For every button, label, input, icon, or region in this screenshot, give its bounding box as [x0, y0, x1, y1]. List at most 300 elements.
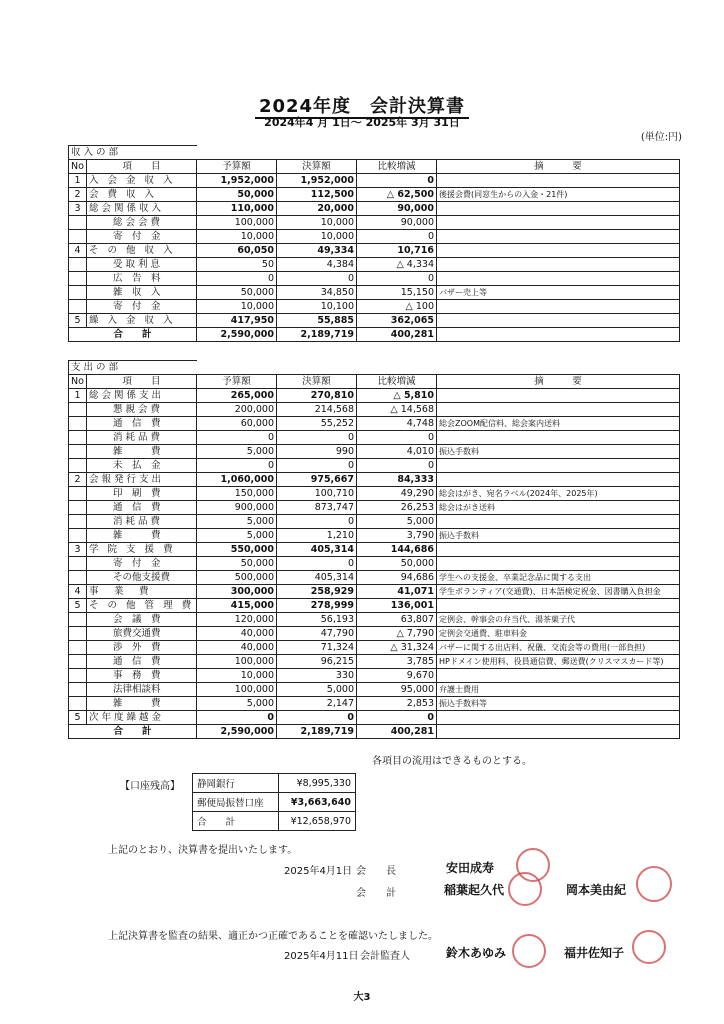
row-note: 後援会費(同窓生からの入金・21件) [437, 188, 680, 202]
row-number: 5 [69, 711, 87, 725]
row-diff: 90,000 [357, 202, 437, 216]
row-diff: △ 31,324 [357, 641, 437, 655]
accountant-signature-2: 岡本美由紀 [566, 883, 627, 897]
table-row [69, 459, 680, 473]
submit-date: 2025年4月1日 [284, 866, 353, 877]
auditor-role: 会計監査人 [360, 951, 410, 962]
row-actual: 330 [277, 669, 357, 683]
row-note [437, 389, 680, 403]
row-number: 1 [69, 389, 87, 403]
table-row [69, 557, 680, 571]
row-item: 通 信 費 [87, 417, 197, 431]
auditor-seal-1-icon [512, 934, 546, 968]
row-diff: 0 [357, 431, 437, 445]
row-number: 3 [69, 543, 87, 557]
row-number [69, 501, 87, 515]
row-diff: 95,000 [357, 683, 437, 697]
bank-row [193, 793, 356, 812]
income-header-row [69, 160, 680, 174]
row-number [69, 655, 87, 669]
col-item-header: 項 目 [87, 375, 197, 389]
row-diff: △ 7,790 [357, 627, 437, 641]
row-note [437, 403, 680, 417]
bank-row [193, 774, 356, 793]
row-diff: 84,333 [357, 473, 437, 487]
row-actual: 0 [277, 515, 357, 529]
row-note: 総会はがき送料 [437, 501, 680, 515]
row-budget: 50,000 [197, 188, 277, 202]
expense-table [68, 360, 680, 739]
row-note: バザー売上等 [437, 286, 680, 300]
row-note [437, 300, 680, 314]
row-budget: 1,952,000 [197, 174, 277, 188]
table-row [69, 188, 680, 202]
row-budget: 300,000 [197, 585, 277, 599]
table-row [69, 272, 680, 286]
table-row [69, 669, 680, 683]
row-budget: 5,000 [197, 445, 277, 459]
total-actual: 2,189,719 [277, 725, 357, 739]
row-actual: 100,710 [277, 487, 357, 501]
row-note [437, 459, 680, 473]
row-budget: 0 [197, 272, 277, 286]
row-budget: 60,000 [197, 417, 277, 431]
row-note [437, 599, 680, 613]
row-budget: 50,000 [197, 557, 277, 571]
total-row [69, 725, 680, 739]
row-actual: 55,885 [277, 314, 357, 328]
row-actual: 0 [277, 557, 357, 571]
auditor-signature-1: 鈴木あゆみ [446, 946, 507, 960]
total-note [437, 328, 680, 342]
table-row [69, 431, 680, 445]
row-item: 懇 親 会 費 [87, 403, 197, 417]
row-actual: 975,667 [277, 473, 357, 487]
row-item: 雑 費 [87, 445, 197, 459]
row-budget: 50,000 [197, 286, 277, 300]
total-budget: 2,590,000 [197, 725, 277, 739]
table-row [69, 683, 680, 697]
row-budget: 10,000 [197, 669, 277, 683]
row-actual: 990 [277, 445, 357, 459]
expense-section-label: 支 出 の 部 [69, 361, 197, 375]
page-number: 大3 [353, 992, 371, 1003]
row-note: HPドメイン使用料、役員通信費、郵送費(クリスマスカード等) [437, 655, 680, 669]
row-note [437, 431, 680, 445]
table-row [69, 613, 680, 627]
accountant-role: 会 計 [356, 888, 396, 899]
bank-amount: ¥8,995,330 [279, 774, 356, 793]
row-number [69, 300, 87, 314]
col-actual-header: 決算額 [277, 375, 357, 389]
row-actual: 4,384 [277, 258, 357, 272]
row-number [69, 417, 87, 431]
submit-statement: 上記のとおり、決算書を提出いたします。 [108, 845, 298, 856]
row-note [437, 543, 680, 557]
row-note [437, 473, 680, 487]
row-item: 雑 費 [87, 529, 197, 543]
row-note: 振込手数料 [437, 445, 680, 459]
row-number: 4 [69, 244, 87, 258]
row-note [437, 202, 680, 216]
row-item: 旅費交通費 [87, 627, 197, 641]
row-note: 振込手数料 [437, 529, 680, 543]
bank-amount: ¥12,658,970 [279, 812, 356, 831]
row-number [69, 529, 87, 543]
row-budget: 120,000 [197, 613, 277, 627]
col-actual-header: 決算額 [277, 160, 357, 174]
row-actual: 214,568 [277, 403, 357, 417]
row-budget: 5,000 [197, 697, 277, 711]
row-budget: 150,000 [197, 487, 277, 501]
fiscal-period: 2024年4 月 1日～ 2025年 3月 31日 [264, 116, 460, 129]
row-diff: 41,071 [357, 585, 437, 599]
income-table [68, 145, 680, 342]
row-actual: 1,210 [277, 529, 357, 543]
row-number [69, 627, 87, 641]
row-diff: 0 [357, 230, 437, 244]
row-note [437, 216, 680, 230]
chair-signature: 安田成寿 [446, 861, 495, 875]
total-note [437, 725, 680, 739]
total-actual: 2,189,719 [277, 328, 357, 342]
row-diff: 10,716 [357, 244, 437, 258]
row-item: 学 院 支 援 費 [87, 543, 197, 557]
row-note [437, 711, 680, 725]
row-note: 定例会、幹事会の弁当代、湯茶菓子代 [437, 613, 680, 627]
row-diff: 2,853 [357, 697, 437, 711]
row-number [69, 571, 87, 585]
row-note [437, 258, 680, 272]
row-number: 2 [69, 188, 87, 202]
row-item: 総 会 会 費 [87, 216, 197, 230]
row-budget: 0 [197, 711, 277, 725]
row-note: 学生への支援金、卒業記念品に関する支出 [437, 571, 680, 585]
table-row [69, 487, 680, 501]
row-diff: 0 [357, 272, 437, 286]
row-actual: 2,147 [277, 697, 357, 711]
table-row [69, 389, 680, 403]
row-actual: 20,000 [277, 202, 357, 216]
row-diff: 362,065 [357, 314, 437, 328]
row-budget: 100,000 [197, 683, 277, 697]
row-budget: 10,000 [197, 300, 277, 314]
col-diff-header: 比較増減 [357, 375, 437, 389]
bank-amount: ¥3,663,640 [279, 793, 356, 812]
row-diff: 5,000 [357, 515, 437, 529]
col-no-header: No [69, 375, 87, 389]
row-actual: 278,999 [277, 599, 357, 613]
row-actual: 49,334 [277, 244, 357, 258]
row-number [69, 641, 87, 655]
row-item: 雑 収 入 [87, 286, 197, 300]
col-no-header: No [69, 160, 87, 174]
row-note [437, 669, 680, 683]
row-item: 受 取 利 息 [87, 258, 197, 272]
row-actual: 10,000 [277, 230, 357, 244]
row-number [69, 697, 87, 711]
unit-label: (単位:円) [640, 132, 682, 143]
row-budget: 10,000 [197, 230, 277, 244]
table-row [69, 174, 680, 188]
chair-role: 会 長 [356, 866, 396, 877]
bank-balance-label: 【口座残高】 [120, 781, 180, 792]
bank-balance-table [192, 773, 356, 831]
row-number [69, 669, 87, 683]
row-diff: 4,748 [357, 417, 437, 431]
row-diff: △ 5,810 [357, 389, 437, 403]
row-number [69, 403, 87, 417]
table-row [69, 501, 680, 515]
row-item: 通 信 費 [87, 655, 197, 669]
row-diff: 9,670 [357, 669, 437, 683]
row-note [437, 314, 680, 328]
row-budget: 100,000 [197, 216, 277, 230]
auditor-signature-2: 福井佐知子 [564, 946, 625, 960]
row-note [437, 272, 680, 286]
row-number: 1 [69, 174, 87, 188]
row-diff: 94,686 [357, 571, 437, 585]
col-note-header: 摘 要 [437, 375, 680, 389]
income-section-row [69, 146, 680, 160]
table-row [69, 445, 680, 459]
row-actual: 10,000 [277, 216, 357, 230]
col-note-header: 摘 要 [437, 160, 680, 174]
row-budget: 0 [197, 459, 277, 473]
accountant-seal-2-icon [636, 866, 672, 902]
table-row [69, 286, 680, 300]
row-budget: 265,000 [197, 389, 277, 403]
row-item: 寄 付 金 [87, 300, 197, 314]
row-item: 総会関係支出 [87, 389, 197, 403]
row-budget: 50 [197, 258, 277, 272]
table-row [69, 202, 680, 216]
row-number: 2 [69, 473, 87, 487]
row-number [69, 557, 87, 571]
row-actual: 0 [277, 431, 357, 445]
row-note [437, 230, 680, 244]
col-item-header: 項 目 [87, 160, 197, 174]
row-item: そ の 他 管 理 費 [87, 599, 197, 613]
table-row [69, 655, 680, 669]
row-item: 未 払 金 [87, 459, 197, 473]
row-number [69, 286, 87, 300]
row-number: 5 [69, 599, 87, 613]
table-row [69, 711, 680, 725]
auditor-seal-2-icon [632, 930, 666, 964]
row-budget: 0 [197, 431, 277, 445]
total-diff: 400,281 [357, 725, 437, 739]
row-actual: 405,314 [277, 543, 357, 557]
table-row [69, 417, 680, 431]
row-number [69, 258, 87, 272]
table-row [69, 571, 680, 585]
row-item: 法律相談料 [87, 683, 197, 697]
row-note [437, 557, 680, 571]
total-label: 合 計 [69, 725, 197, 739]
row-diff: 144,686 [357, 543, 437, 557]
accountant-signature-1: 稲葉起久代 [444, 883, 505, 897]
row-diff: 0 [357, 711, 437, 725]
bank-name: 郵便局振替口座 [193, 793, 279, 812]
row-note: 総会はがき、宛名ラベル(2024年、2025年) [437, 487, 680, 501]
table-row [69, 216, 680, 230]
row-actual: 112,500 [277, 188, 357, 202]
row-number [69, 683, 87, 697]
row-number [69, 613, 87, 627]
table-row [69, 403, 680, 417]
row-actual: 270,810 [277, 389, 357, 403]
row-item: 事 業 費 [87, 585, 197, 599]
row-budget: 900,000 [197, 501, 277, 515]
expense-header-row [69, 375, 680, 389]
row-actual: 0 [277, 459, 357, 473]
accountant-seal-1-icon [508, 872, 542, 906]
col-budget-header: 予算額 [197, 160, 277, 174]
row-note: 学生ボランティア(交通費)、日本語検定祝金、図書購入負担金 [437, 585, 680, 599]
total-label: 合 計 [69, 328, 197, 342]
table-row [69, 515, 680, 529]
row-budget: 110,000 [197, 202, 277, 216]
row-item: 雑 費 [87, 697, 197, 711]
row-number [69, 445, 87, 459]
diversion-note: 各項目の流用はできるものとする。 [372, 756, 532, 767]
row-diff: 3,790 [357, 529, 437, 543]
row-actual: 0 [277, 272, 357, 286]
row-diff: 4,010 [357, 445, 437, 459]
row-note [437, 174, 680, 188]
row-item: 寄 付 金 [87, 230, 197, 244]
row-budget: 415,000 [197, 599, 277, 613]
row-diff: 0 [357, 459, 437, 473]
table-row [69, 230, 680, 244]
audit-date: 2025年4月11日 [284, 951, 359, 962]
row-budget: 60,050 [197, 244, 277, 258]
row-item: 繰 入 金 収 入 [87, 314, 197, 328]
row-number [69, 230, 87, 244]
row-actual: 0 [277, 711, 357, 725]
table-row [69, 244, 680, 258]
row-diff: △ 14,568 [357, 403, 437, 417]
table-row [69, 314, 680, 328]
bank-name: 合 計 [193, 812, 279, 831]
row-budget: 200,000 [197, 403, 277, 417]
row-actual: 5,000 [277, 683, 357, 697]
table-row [69, 258, 680, 272]
row-note: バザーに関する出店料、祝儀、交流会等の費用(一部負担) [437, 641, 680, 655]
table-row [69, 300, 680, 314]
table-row [69, 697, 680, 711]
row-item: そ の 他 収 入 [87, 244, 197, 258]
row-diff: 0 [357, 174, 437, 188]
row-note: 定例会交通費、駐車料金 [437, 627, 680, 641]
row-note [437, 244, 680, 258]
table-row [69, 599, 680, 613]
row-diff: △ 4,334 [357, 258, 437, 272]
row-diff: 15,150 [357, 286, 437, 300]
table-row [69, 585, 680, 599]
row-budget: 40,000 [197, 641, 277, 655]
row-number: 3 [69, 202, 87, 216]
row-actual: 34,850 [277, 286, 357, 300]
row-budget: 40,000 [197, 627, 277, 641]
row-number [69, 487, 87, 501]
bank-row [193, 812, 356, 831]
row-diff: 63,807 [357, 613, 437, 627]
row-actual: 47,790 [277, 627, 357, 641]
row-budget: 417,950 [197, 314, 277, 328]
row-note [437, 515, 680, 529]
row-item: 入 会 金 収 入 [87, 174, 197, 188]
row-number [69, 216, 87, 230]
row-item: 総会関係収入 [87, 202, 197, 216]
row-budget: 1,060,000 [197, 473, 277, 487]
row-actual: 258,929 [277, 585, 357, 599]
row-item: 会 議 費 [87, 613, 197, 627]
audit-statement: 上記決算書を監査の結果、適正かつ正確であることを確認いたしました。 [108, 931, 438, 942]
row-number [69, 272, 87, 286]
row-item: 寄 付 金 [87, 557, 197, 571]
row-diff: 136,001 [357, 599, 437, 613]
table-row [69, 543, 680, 557]
row-actual: 405,314 [277, 571, 357, 585]
row-diff: 49,290 [357, 487, 437, 501]
row-note: 振込手数料等 [437, 697, 680, 711]
row-item: 会報発行支出 [87, 473, 197, 487]
col-budget-header: 予算額 [197, 375, 277, 389]
row-diff: 50,000 [357, 557, 437, 571]
table-row [69, 627, 680, 641]
row-budget: 5,000 [197, 515, 277, 529]
row-diff: 3,785 [357, 655, 437, 669]
row-number [69, 515, 87, 529]
row-item: その他支援費 [87, 571, 197, 585]
row-actual: 56,193 [277, 613, 357, 627]
row-diff: 90,000 [357, 216, 437, 230]
row-note: 総会ZOOM配信料、総会案内送料 [437, 417, 680, 431]
row-item: 広 告 料 [87, 272, 197, 286]
row-item: 通 信 費 [87, 501, 197, 515]
row-budget: 100,000 [197, 655, 277, 669]
row-item: 次年度繰越金 [87, 711, 197, 725]
row-diff: 26,253 [357, 501, 437, 515]
row-number: 4 [69, 585, 87, 599]
total-diff: 400,281 [357, 328, 437, 342]
total-row [69, 328, 680, 342]
row-item: 渉 外 費 [87, 641, 197, 655]
row-actual: 10,100 [277, 300, 357, 314]
page-title: 2024年度 会計決算書 [0, 92, 724, 118]
row-actual: 71,324 [277, 641, 357, 655]
total-budget: 2,590,000 [197, 328, 277, 342]
table-row [69, 641, 680, 655]
row-actual: 96,215 [277, 655, 357, 669]
row-budget: 500,000 [197, 571, 277, 585]
row-item: 消 耗 品 費 [87, 431, 197, 445]
expense-section-row [69, 361, 680, 375]
row-item: 会 費 収 入 [87, 188, 197, 202]
income-section-label: 収 入 の 部 [69, 146, 197, 160]
row-actual: 873,747 [277, 501, 357, 515]
row-actual: 55,252 [277, 417, 357, 431]
row-item: 消 耗 品 費 [87, 515, 197, 529]
bank-name: 静岡銀行 [193, 774, 279, 793]
col-diff-header: 比較増減 [357, 160, 437, 174]
row-number: 5 [69, 314, 87, 328]
row-number [69, 459, 87, 473]
row-note: 弁護士費用 [437, 683, 680, 697]
row-item: 印 刷 費 [87, 487, 197, 501]
